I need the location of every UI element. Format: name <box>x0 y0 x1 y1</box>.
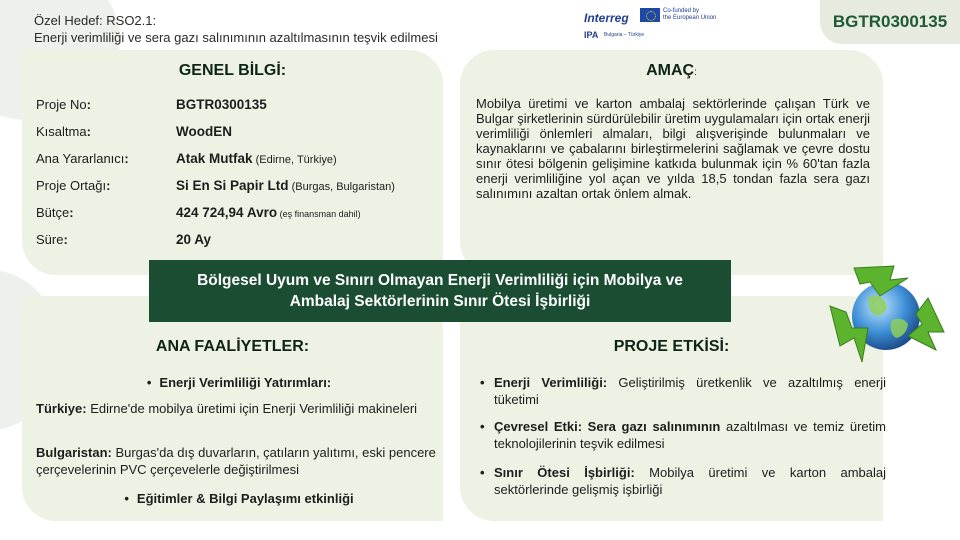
general-info-panel <box>22 50 443 275</box>
info-row-budget <box>36 204 361 222</box>
eu-flag-icon <box>640 8 660 22</box>
impact-item-text: Geliştirilmiş üretkenlik ve azaltılmış enerji tüketimi <box>494 375 886 407</box>
activity-bulgaria <box>36 444 442 478</box>
impact-item-environment <box>480 418 886 452</box>
info-label: Süre: <box>36 232 68 247</box>
info-row-lead-beneficiary <box>36 150 337 168</box>
impact-item-heading: Enerji Verimliliği: <box>494 375 608 390</box>
activity-bullet-investments <box>36 374 442 391</box>
bullet-icon: • <box>480 419 485 434</box>
main-activities-panel <box>22 296 443 521</box>
eu-text-line2: the European Union <box>663 15 717 21</box>
impact-item-heading: Çevresel Etki: <box>494 419 583 434</box>
eu-cofunded-text <box>663 8 716 22</box>
impact-item-energy <box>480 374 886 408</box>
impact-item-cooperation <box>480 464 886 498</box>
impact-item-heading: Sınır Ötesi İşbirliği: <box>494 465 635 480</box>
interreg-logo-text: Interreg <box>584 11 629 25</box>
bullet-icon: • <box>124 491 129 506</box>
main-activities-title: ANA FAALİYETLER: <box>155 338 310 355</box>
aim-panel <box>460 50 883 275</box>
info-label: Proje No: <box>36 97 91 112</box>
bullet-icon: • <box>146 375 152 390</box>
project-impact-title: PROJE ETKİSİ: <box>613 338 730 355</box>
recycling-globe-icon <box>824 262 946 366</box>
activity-bulgaria-label: Bulgaristan: <box>36 445 112 460</box>
ipa-logo-text: IPA <box>584 30 599 40</box>
info-row-partner <box>36 177 395 195</box>
ipa-subtitle: Bulgaria – Türkiye <box>604 32 645 38</box>
activity-turkey-text: Edirne'de mobilya üretimi için Enerji Verimliliği makineleri <box>86 401 418 416</box>
activity-bullet-text: Eğitimler & Bilgi Paylaşımı etkinliği <box>136 491 354 506</box>
info-label: Proje Ortağı: <box>36 178 111 193</box>
banner-line-1: Bölgesel Uyum ve Sınırı Olmayan Enerji Verimliliği için Mobilya ve <box>197 272 683 289</box>
banner-line-2: Ambalaj Sektörlerinin Sınır Ötesi İşbirliği <box>289 293 591 310</box>
info-value: Atak Mutfak <box>176 151 253 166</box>
eu-text-line1: Co-funded by <box>663 8 700 14</box>
impact-item-text: Mobilya üretimi ve karton ambalaj sektörlerinde gelişmiş işbirliği <box>494 465 886 497</box>
programme-logos <box>584 8 744 44</box>
aim-title <box>460 62 883 80</box>
info-note: (Burgas, Bulgaristan) <box>288 181 395 193</box>
aim-text: Mobilya üretimi ve karton ambalaj sektörlerinde çalışan Türk ve Bulgar şirketlerinin sürdürülebilir üretim uygulamaları için ortak enerji verimliliği önlemleri almaları, bilgi alışverişinde bulunmaları ve kaynaklarını ve çabalarını birleştirmelerini sağlamak ve çevre dostu sınır ötesi bölgenin gelişimine katkıda bulunmak için % 60'tan fazla enerji verimliliğine yol açan ve yılda 18,5 tondan fazla sera gazı salınımını azaltan ortak önlem almak. <box>476 96 870 201</box>
activity-bullet-text: Enerji Verimliliği Yatırımları: <box>159 375 332 390</box>
info-row-acronym <box>36 123 232 141</box>
info-note: (Edirne, Türkiye) <box>252 154 337 166</box>
activity-turkey-label: Türkiye: <box>36 401 87 416</box>
objective-label: Özel Hedef: RSO2.1: <box>34 13 157 28</box>
aim-title-colon: : <box>694 67 697 78</box>
info-note: (eş finansman dahil) <box>277 209 361 219</box>
info-label: Kısaltma: <box>36 124 91 139</box>
general-info-title: GENEL BİLGİ: <box>178 62 287 79</box>
project-title-banner <box>149 260 731 322</box>
aim-title-text: AMAÇ <box>646 62 695 79</box>
activity-turkey <box>36 400 442 417</box>
objective-text: Enerji verimliliği ve sera gazı salınımının azaltılmasının teşvik edilmesi <box>34 30 438 45</box>
info-value: BGTR0300135 <box>176 97 267 112</box>
bullet-icon: • <box>480 375 485 390</box>
bullet-icon: • <box>480 465 485 480</box>
info-value: 20 Ay <box>176 232 212 247</box>
impact-item-text: azaltılması ve temiz üretim teknolojilerinin teşvik edilmesi <box>494 419 886 451</box>
info-row-duration <box>36 231 211 249</box>
specific-objective <box>34 12 438 46</box>
project-impact-panel <box>460 296 886 521</box>
activity-bullet-trainings <box>36 490 442 507</box>
info-label: Ana Yararlanıcı: <box>36 151 129 166</box>
activity-bulgaria-text: Burgas'da dış duvarların, çatıların yalıtımı, eski pencere çerçevelerinin PVC çerçevelerle değiştirilmesi <box>36 445 436 477</box>
info-label: Bütçe: <box>36 205 74 220</box>
info-value: Si En Si Papir Ltd <box>176 178 289 193</box>
project-code-badge: BGTR0300135 <box>820 0 960 44</box>
info-row-project-no <box>36 96 267 114</box>
info-value: 424 724,94 Avro <box>176 205 278 220</box>
impact-item-heading-extra: Sera gazı salınımının <box>582 419 721 434</box>
info-value: WoodEN <box>176 124 232 139</box>
